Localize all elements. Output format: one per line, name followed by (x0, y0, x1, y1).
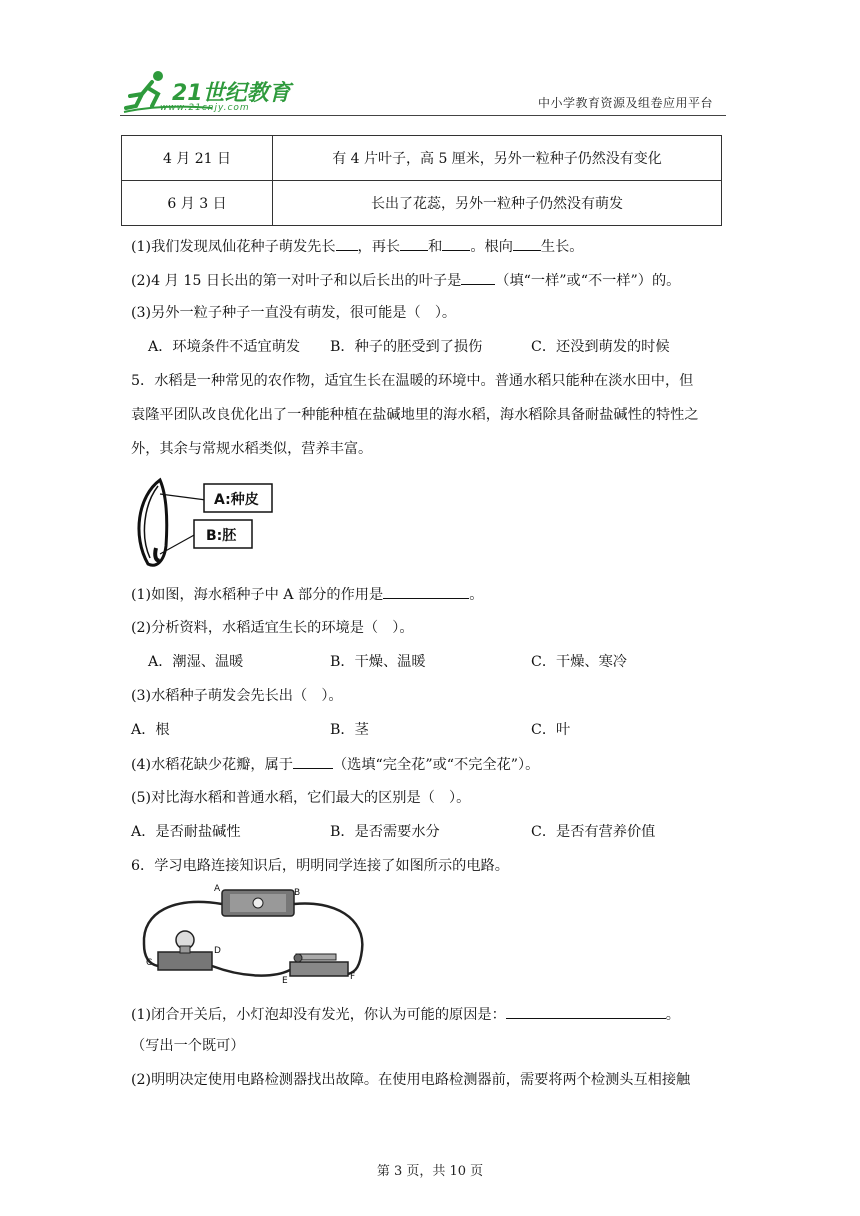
table-row (122, 136, 722, 181)
answer-blank[interactable] (442, 236, 470, 251)
logo-text: 21世纪教育 (172, 81, 291, 106)
description-cell: 长出了花蕊，另外一粒种子仍然没有萌发 (273, 181, 722, 226)
q4-sub2: (2)4 月 15 日长出的第一对叶子和以后长出的叶子是 （填“一样”或“不一样”）的。 (131, 270, 680, 291)
label-d: D (214, 946, 221, 956)
option-b[interactable]: B．种子的胚受到了损伤 (330, 339, 483, 355)
platform-name: 中小学教育资源及组卷应用平台 (538, 96, 714, 110)
label-a: A (214, 884, 221, 894)
table-row (122, 181, 722, 226)
option-a[interactable]: A．根 (131, 722, 170, 738)
q4-sub1: (1)我们发现凤仙花种子萌发先长 ，再长 和 。根向 生长。 (131, 236, 583, 257)
option-c[interactable]: C．叶 (531, 722, 571, 738)
option-c[interactable]: C．是否有营养价值 (531, 824, 656, 840)
label-embryo: B:胚 (206, 528, 237, 544)
label-b: B (294, 888, 301, 898)
option-a[interactable]: A．环境条件不适宜萌发 (148, 339, 301, 355)
option-c[interactable]: C．还没到萌发的时候 (531, 339, 670, 355)
observation-table (121, 135, 722, 226)
label-seed-coat: A:种皮 (214, 492, 259, 508)
q6-stem: 6．学习电路连接知识后，明明同学连接了如图所示的电路。 (131, 858, 509, 874)
q5-sub3: (3)水稻种子萌发会先长出（ ）。 (131, 688, 343, 704)
q5-sub2: (2)分析资料，水稻适宜生长的环境是（ ）。 (131, 620, 414, 636)
q5-sub5: (5)对比海水稻和普通水稻，它们最大的区别是（ ）。 (131, 790, 471, 806)
option-a[interactable]: A．是否耐盐碱性 (131, 824, 241, 840)
circuit-diagram (134, 882, 370, 988)
answer-blank[interactable] (513, 236, 541, 251)
option-c[interactable]: C．干燥、寒冷 (531, 654, 627, 670)
answer-blank[interactable] (293, 754, 333, 769)
answer-blank[interactable] (400, 236, 428, 251)
rice-seed-figure (130, 476, 280, 571)
answer-blank[interactable] (336, 236, 358, 251)
description-cell: 有 4 片叶子，高 5 厘米，另外一粒种子仍然没有变化 (273, 136, 722, 181)
answer-blank[interactable] (383, 584, 469, 599)
q5-sub1: (1)如图，海水稻种子中 A 部分的作用是 。 (131, 584, 483, 605)
q4-sub3: (3)另外一粒子种子一直没有萌发，很可能是（ ）。 (131, 305, 457, 321)
circuit-figure (134, 882, 370, 988)
label-e: E (282, 976, 288, 986)
q5-sub4: (4)水稻花缺少花瓣，属于 （选填“完全花”或“不完全花”）。 (131, 754, 539, 775)
q6-sub2: (2)明明决定使用电路检测器找出故障。在使用电路检测器前，需要将两个检测头互相接触 (131, 1072, 691, 1088)
label-f: F (350, 972, 356, 982)
answer-blank[interactable] (461, 270, 495, 285)
option-a[interactable]: A．潮湿、温暖 (148, 654, 244, 670)
q6-sub1-note: （写出一个既可） (131, 1038, 245, 1054)
q5-stem-line2: 袁隆平团队改良优化出了一种能种植在盐碱地里的海水稻，海水稻除具备耐盐碱性的特性之 (131, 407, 699, 423)
page-footer: 第 3 页，共 10 页 (376, 1164, 484, 1179)
option-b[interactable]: B．干燥、温暖 (330, 654, 426, 670)
option-b[interactable]: B．茎 (330, 722, 369, 738)
q5-stem-line3: 外，其余与常规水稻类似，营养丰富。 (131, 441, 373, 457)
header-divider (120, 115, 726, 116)
q5-stem-line1: 5．水稻是一种常见的农作物，适宜生长在温暖的环境中。普通水稻只能种在淡水田中，但 (131, 373, 694, 389)
date-cell: 6 月 3 日 (122, 181, 273, 226)
logo-url: www.21cnjy.com (160, 103, 250, 113)
label-c: C (146, 958, 153, 968)
option-b[interactable]: B．是否需要水分 (330, 824, 440, 840)
answer-blank[interactable] (506, 1004, 666, 1019)
date-cell: 4 月 21 日 (122, 136, 273, 181)
q6-sub1: (1)闭合开关后，小灯泡却没有发光，你认为可能的原因是： 。 (131, 1004, 680, 1025)
